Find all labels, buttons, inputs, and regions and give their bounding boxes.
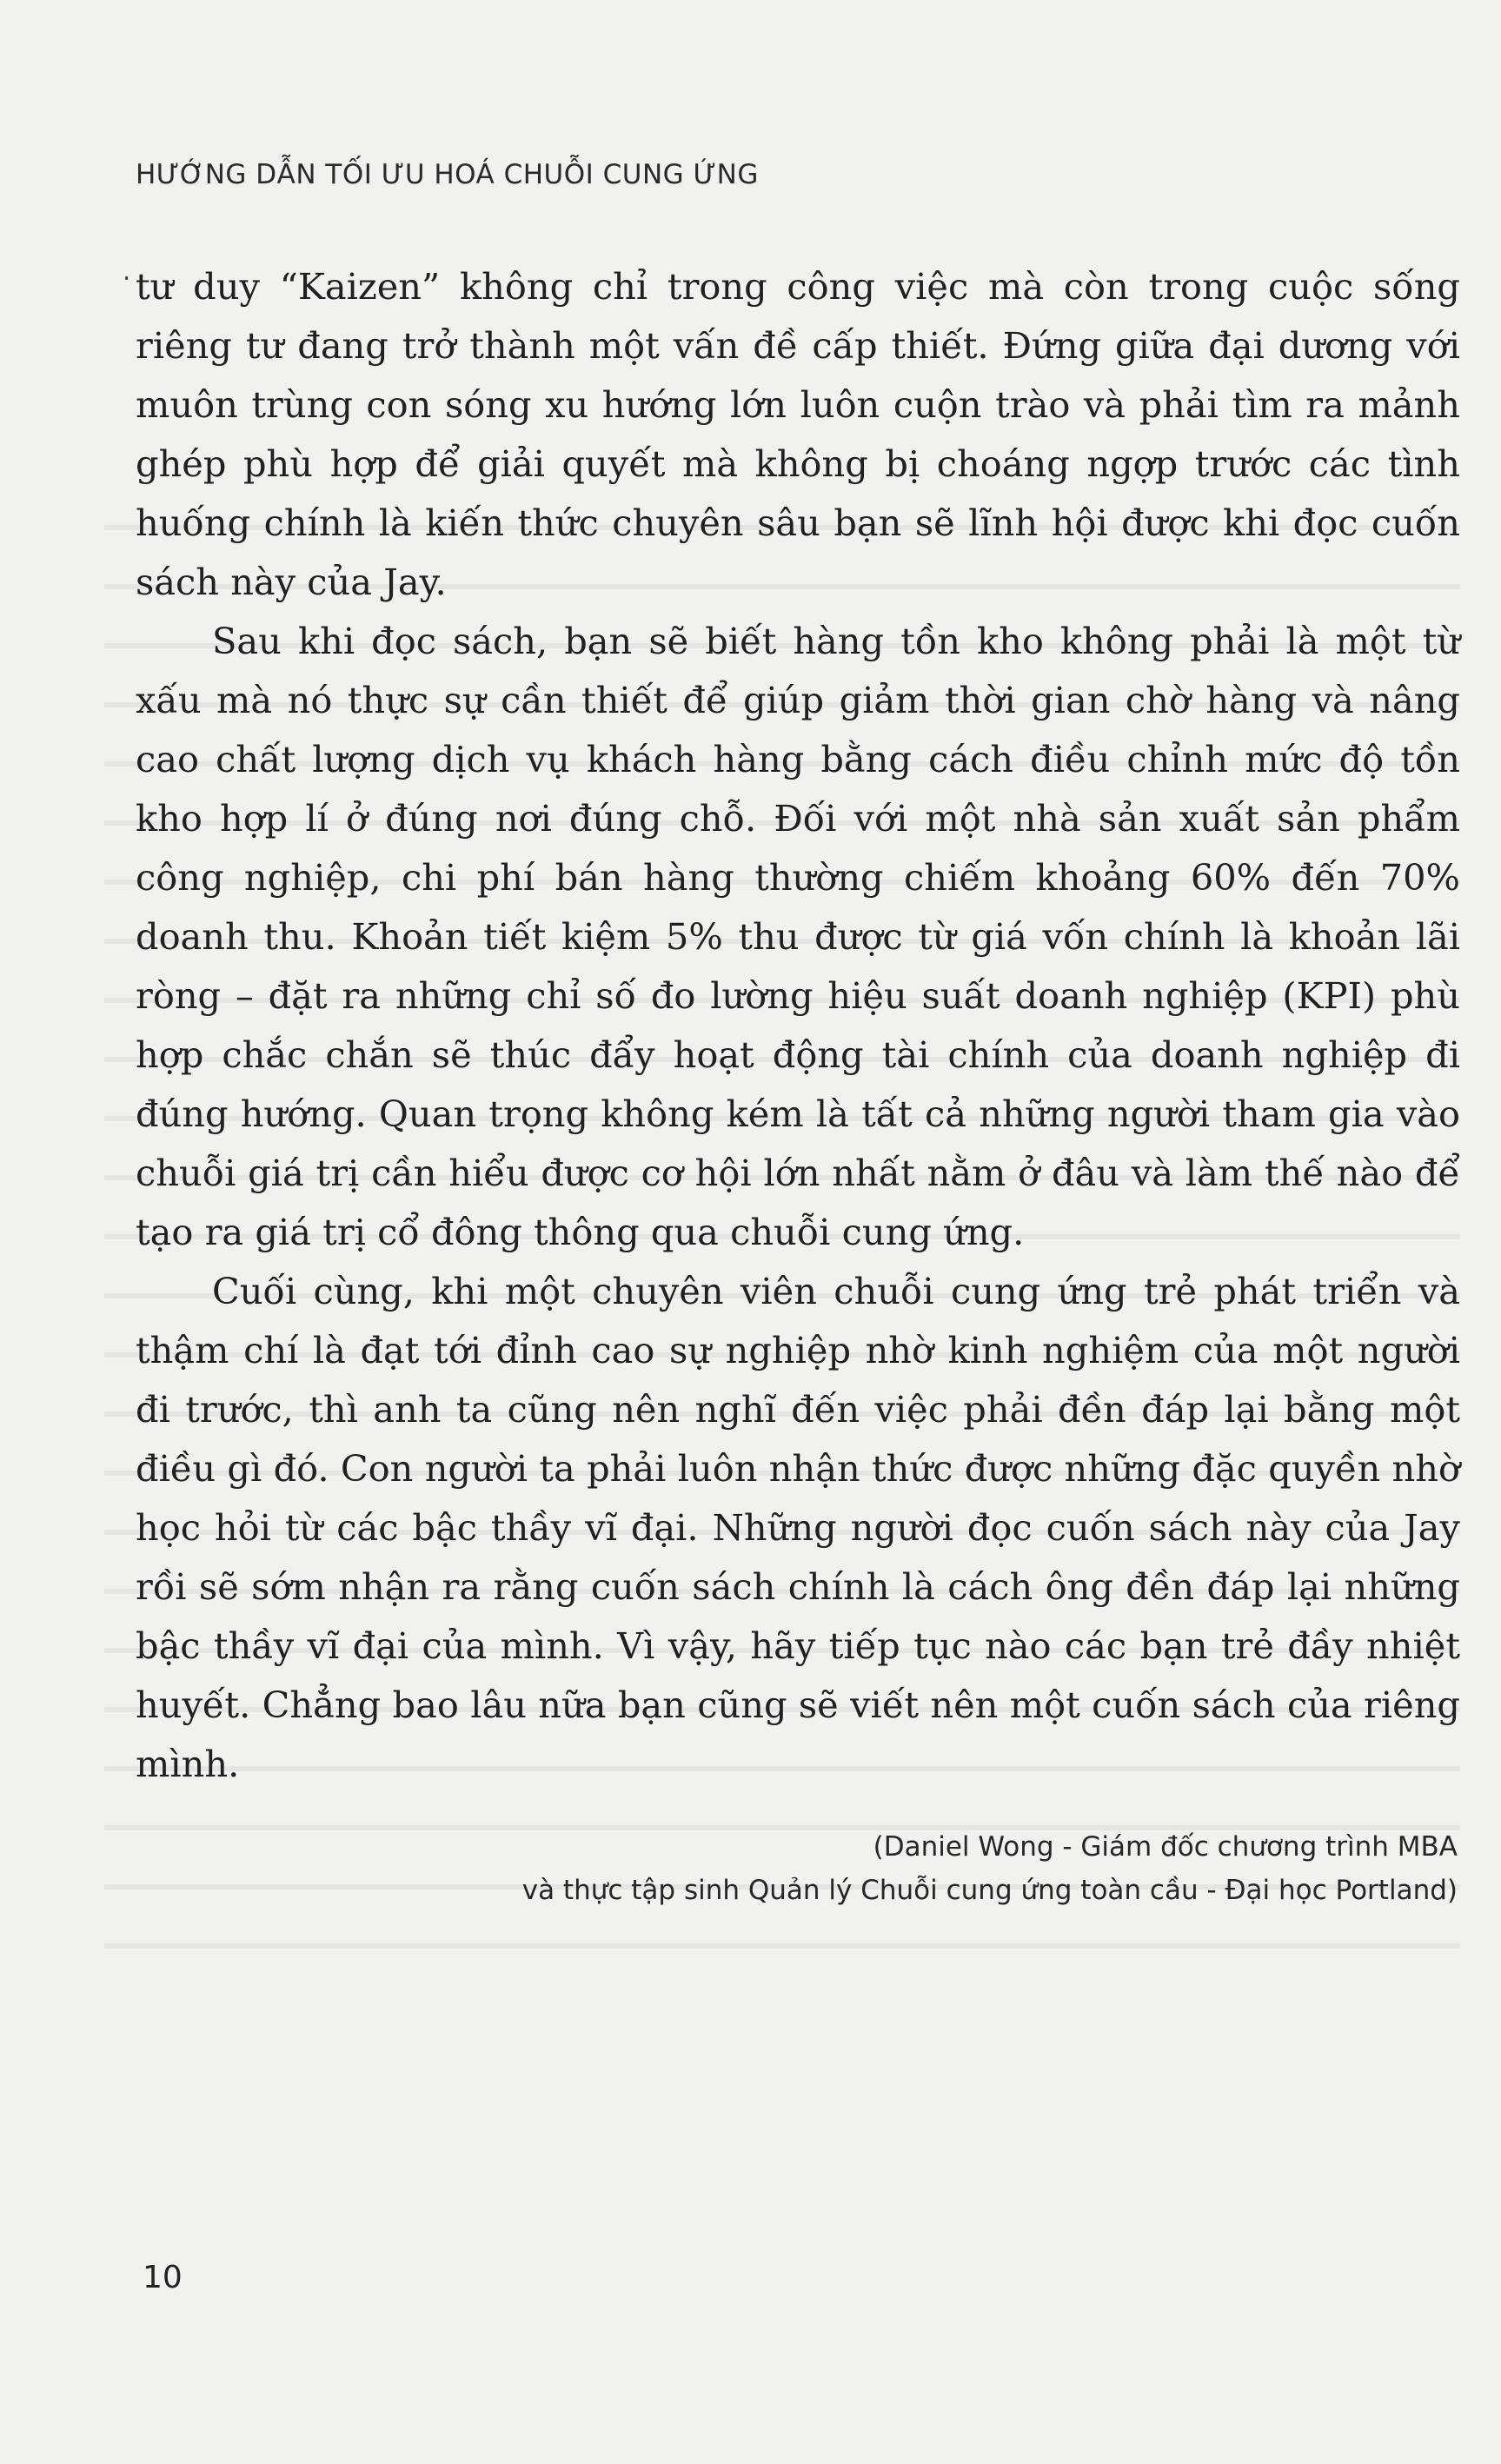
running-header: HƯỚNG DẪN TỐI ƯU HOÁ CHUỖI CUNG ỨNG	[136, 159, 759, 190]
body-text	[136, 257, 1460, 1794]
ink-speck	[125, 276, 128, 280]
paragraph-3: Cuối cùng, khi một chuyên viên chuỗi cung ứng trẻ phát triển và thậm chí là đạt tới đỉnh cao sự nghiệp nhờ kinh nghiệm của một người đi trước, thì anh ta cũng nên nghĩ đến việc phải đền đáp lại bằng một điều gì đó. Con người ta phải luôn nhận thức được những đặc quyền nhờ học hỏi từ các bậc thầy vĩ đại. Những người đọc cuốn sách này của Jay rồi sẽ sớm nhận ra rằng cuốn sách chính là cách ông đền đáp lại những bậc thầy vĩ đại của mình. Vì vậy, hãy tiếp tục nào các bạn trẻ đầy nhiệt huyết. Chẳng bao lâu nữa bạn cũng sẽ viết nên một cuốn sách của riêng mình.	[136, 1270, 1460, 1785]
attribution-line-2: và thực tập sinh Quản lý Chuỗi cung ứng toàn cầu - Đại học Portland)	[521, 1875, 1458, 1906]
paragraph-1: tư duy “Kaizen” không chỉ trong công việc mà còn trong cuộc sống riêng tư đang trở thành một vấn đề cấp thiết. Đứng giữa đại dương với muôn trùng con sóng xu hướng lớn luôn cuộn trào và phải tìm ra mảnh ghép phù hợp để giải quyết mà không bị choáng ngợp trước các tình huống chính là kiến thức chuyên sâu bạn sẽ lĩnh hội được khi đọc cuốn sách này của Jay.	[136, 265, 1460, 603]
attribution-line-1: (Daniel Wong - Giám đốc chương trình MBA	[873, 1831, 1458, 1863]
attribution	[522, 1825, 1458, 1912]
paragraph-2: Sau khi đọc sách, bạn sẽ biết hàng tồn kho không phải là một từ xấu mà nó thực sự cần thiết để giúp giảm thời gian chờ hàng và nâng cao chất lượng dịch vụ khách hàng bằng cách điều chỉnh mức độ tồn kho hợp lí ở đúng nơi đúng chỗ. Đối với một nhà sản xuất sản phẩm công nghiệp, chi phí bán hàng thường chiếm khoảng 60% đến 70% doanh thu. Khoản tiết kiệm 5% thu được từ giá vốn chính là khoản lãi ròng – đặt ra những chỉ số đo lường hiệu suất doanh nghiệp (KPI) phù hợp chắc chắn sẽ thúc đẩy hoạt động tài chính của doanh nghiệp đi đúng hướng. Quan trọng không kém là tất cả những người tham gia vào chuỗi giá trị cần hiểu được cơ hội lớn nhất nằm ở đâu và làm thế nào để tạo ra giá trị cổ đông thông qua chuỗi cung ứng.	[136, 620, 1460, 1253]
page-number: 10	[143, 2260, 183, 2295]
